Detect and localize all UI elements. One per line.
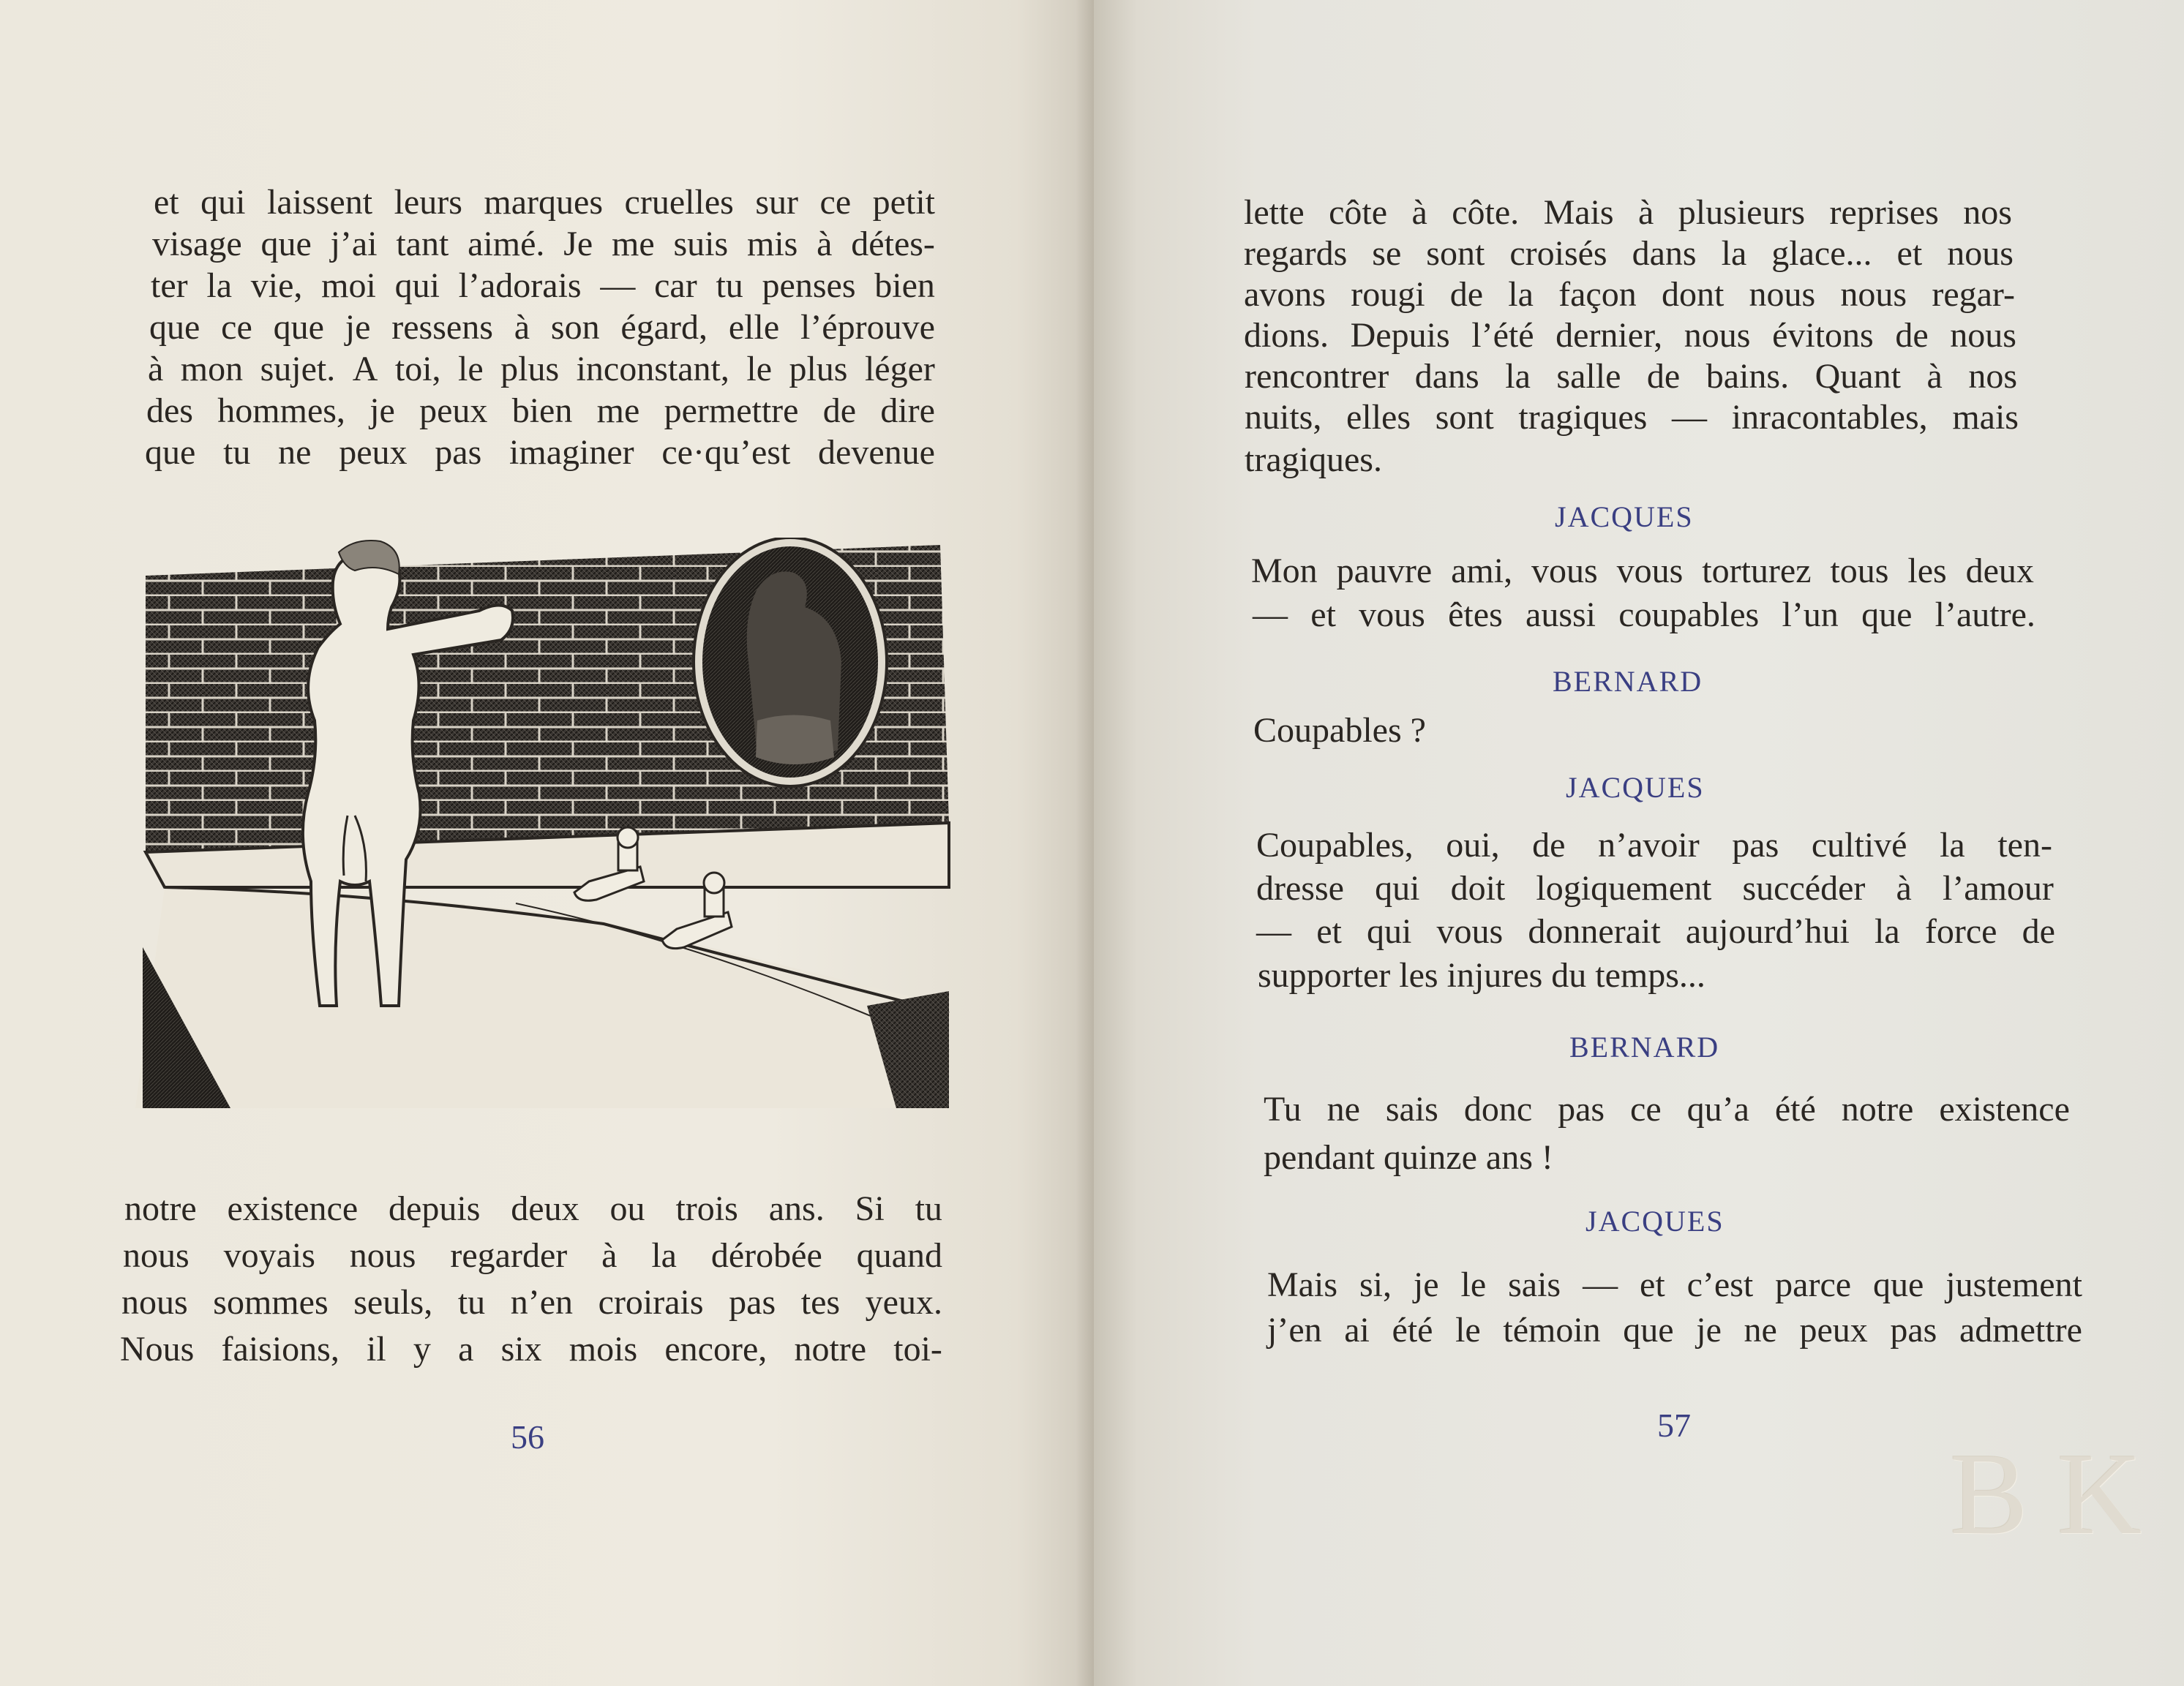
speaker-name: BERNARD: [1569, 1031, 1720, 1064]
text-line: nuits, elles sont tragiques — inracontables, mais: [1245, 398, 2019, 437]
text-line: que ce que je ressens à son égard, elle l’éprouve: [149, 308, 935, 347]
text-line: lette côte à côte. Mais à plusieurs reprises nos: [1244, 193, 2012, 232]
text-line: ter la vie, moi qui l’adorais — car tu penses bien: [151, 266, 935, 305]
text-line: nous voyais nous regarder à la dérobée quand: [123, 1236, 942, 1275]
text-line: dresse qui doit logiquement succéder à l’amour: [1256, 869, 2054, 908]
speaker-name: JACQUES: [1566, 771, 1705, 804]
text-line: Mon pauvre ami, vous vous torturez tous les deux: [1251, 552, 2034, 590]
page-number-right: 57: [1657, 1407, 1691, 1444]
text-line: Coupables, oui, de n’avoir pas cultivé la ten-: [1256, 826, 2052, 865]
text-line: — et qui vous donnerait aujourd’hui la force de: [1256, 912, 2055, 951]
text-line: visage que j’ai tant aimé. Je me suis mis à détes-: [152, 225, 935, 263]
text-line: à mon sujet. A toi, le plus inconstant, le plus léger: [148, 350, 935, 388]
text-line: avons rougi de la façon dont nous nous regar-: [1244, 275, 2015, 314]
right-page: [1094, 0, 2184, 1686]
text-line: supporter les injures du temps...: [1258, 956, 1705, 995]
speaker-name: BERNARD: [1553, 665, 1703, 698]
text-line: Coupables ?: [1253, 711, 1426, 750]
text-line: des hommes, je peux bien me permettre de dire: [146, 391, 935, 430]
speaker-name: JACQUES: [1586, 1205, 1725, 1238]
text-line: tragiques.: [1245, 440, 1382, 479]
text-line: j’en ai été le témoin que je ne peux pas admettre: [1267, 1311, 2082, 1350]
text-line: et qui laissent leurs marques cruelles sur ce petit: [154, 183, 935, 222]
blind-stamp-watermark: BK: [1950, 1429, 2172, 1559]
text-line: — et vous êtes aussi coupables l’un que l’autre.: [1253, 595, 2035, 634]
text-line: dions. Depuis l’été dernier, nous évitons de nous: [1244, 316, 2016, 355]
speaker-name: JACQUES: [1555, 500, 1694, 533]
text-line: notre existence depuis deux ou trois ans. Si tu: [124, 1189, 942, 1228]
text-line: Nous faisions, il y a six mois encore, notre toi-: [120, 1330, 942, 1369]
page-number-left: 56: [511, 1418, 544, 1456]
text-line: Tu ne sais donc pas ce qu’a été notre existence: [1264, 1090, 2070, 1129]
text-line: Mais si, je le sais — et c’est parce que justement: [1267, 1265, 2082, 1304]
text-line: que tu ne peux pas imaginer ce·qu’est devenue: [145, 433, 935, 472]
bathroom-engraving-illustration: [135, 538, 955, 1108]
text-line: nous sommes seuls, tu n’en croirais pas tes yeux.: [121, 1283, 942, 1322]
text-line: regards se sont croisés dans la glace... et nous: [1244, 234, 2014, 273]
text-line: pendant quinze ans !: [1264, 1138, 1553, 1177]
text-line: rencontrer dans la salle de bains. Quant à nos: [1245, 357, 2017, 396]
